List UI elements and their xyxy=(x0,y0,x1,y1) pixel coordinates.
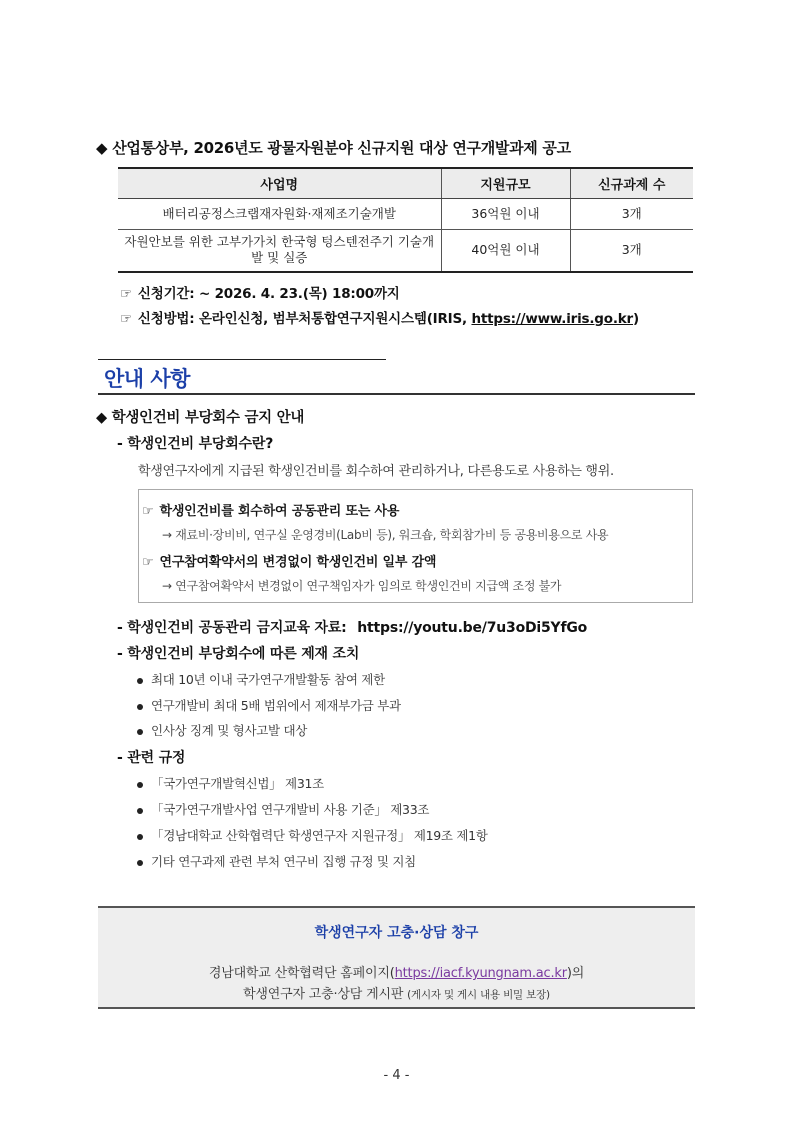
iris-link[interactable]: https://www.iris.go.kr xyxy=(471,311,634,327)
prohibited-act-title-text: 학생인건비를 회수하여 공동관리 또는 사용 xyxy=(159,504,400,519)
list-item: 기타 연구과제 관련 부처 연구비 집행 규정 및 지침 xyxy=(137,852,416,870)
contact-line-1-suffix: )의 xyxy=(566,966,585,981)
definition-heading: - 학생인건비 부당회수란? xyxy=(117,436,274,452)
education-label: - 학생인건비 공동관리 금지교육 자료: xyxy=(117,620,347,636)
contact-title: 학생연구자 고충·상담 창구 xyxy=(314,925,479,941)
table-cell-count: 3개 xyxy=(570,199,693,230)
table-header-row xyxy=(118,168,693,199)
section-underline xyxy=(98,393,695,395)
list-item: 최대 10년 이내 국가연구개발활동 참여 제한 xyxy=(137,670,385,688)
list-item: 「경남대학교 산학협력단 학생연구자 지원규정」 제19조 제1항 xyxy=(137,826,488,844)
guide-title: 안내 사항 xyxy=(104,367,190,391)
application-method-suffix: ) xyxy=(633,311,639,327)
pointing-hand-icon: ☞ xyxy=(120,286,132,302)
bullet-icon xyxy=(137,704,143,710)
notice-title xyxy=(96,137,571,158)
application-period xyxy=(120,282,400,302)
youtube-link[interactable]: https://youtu.be/7u3oDi5YfGo xyxy=(357,620,588,636)
table-cell-program: 자원안보를 위한 고부가가치 한국형 텅스텐전주기 기술개발 및 실증 xyxy=(118,230,441,272)
page-number: - 4 - xyxy=(383,1068,410,1083)
list-item: 인사상 징계 및 형사고발 대상 xyxy=(137,721,307,739)
bullet-icon xyxy=(137,834,143,840)
grant-table xyxy=(118,167,693,273)
definition-text: 학생연구자에게 지급된 학생인건비를 회수하여 관리하거나, 다른용도로 사용하는 행위. xyxy=(138,464,614,479)
contact-line-2 xyxy=(98,983,695,1002)
application-method-text: 신청방법: 온라인신청, 범부처통합연구지원시스템(IRIS, xyxy=(137,311,472,327)
column-header-budget: 지원규모 xyxy=(441,168,570,199)
rules-heading: - 관련 규정 xyxy=(117,750,186,766)
diamond-icon: ◆ xyxy=(96,139,108,157)
guide-section-title-text: 학생인건비 부당회수 금지 안내 xyxy=(111,410,305,426)
education-material xyxy=(117,617,587,637)
section-divider xyxy=(98,359,386,360)
contact-box xyxy=(98,906,695,1009)
prohibited-act-detail: → 재료비·장비비, 연구실 운영경비(Lab비 등), 워크숍, 학회참가비 등 공용비용으로 사용 xyxy=(162,528,609,542)
bullet-icon xyxy=(137,808,143,814)
column-header-count: 신규과제 수 xyxy=(570,168,693,199)
notice-title-text: 산업통상부, 2026년도 광물자원분야 신규지원 대상 연구개발과제 공고 xyxy=(112,139,571,157)
table-row xyxy=(118,199,693,230)
bullet-icon xyxy=(137,678,143,684)
bullet-icon xyxy=(137,860,143,866)
sanction-heading: - 학생인건비 부당회수에 따른 제재 조치 xyxy=(117,646,360,662)
contact-line-1-prefix: 경남대학교 산학협력단 홈페이지( xyxy=(208,966,395,981)
table-row xyxy=(118,230,693,272)
contact-line-1 xyxy=(98,962,695,981)
guide-section-title xyxy=(96,406,304,427)
bullet-icon xyxy=(137,782,143,788)
list-item: 「국가연구개발사업 연구개발비 사용 기준」 제33조 xyxy=(137,800,429,818)
prohibited-act-detail: → 연구참여확약서 변경없이 연구책임자가 임의로 학생인건비 지급액 조정 불가 xyxy=(162,579,562,593)
prohibited-act-title-text: 연구참여확약서의 변경없이 학생인건비 일부 감액 xyxy=(159,555,437,570)
list-item: 「국가연구개발혁신법」 제31조 xyxy=(137,774,324,792)
application-period-text: 신청기간: ~ 2026. 4. 23.(목) 18:00까지 xyxy=(137,286,400,302)
list-item: 연구개발비 최대 5배 범위에서 제재부가금 부과 xyxy=(137,696,401,714)
table-cell-budget: 40억원 이내 xyxy=(441,230,570,272)
pointing-hand-icon: ☞ xyxy=(120,311,132,327)
table-cell-program: 배터리공정스크랩재자원화·재제조기술개발 xyxy=(118,199,441,230)
table-cell-budget: 36억원 이내 xyxy=(441,199,570,230)
prohibited-act-title xyxy=(142,500,399,519)
pointing-hand-icon: ☞ xyxy=(142,555,154,570)
homepage-link[interactable]: https://iacf.kyungnam.ac.kr xyxy=(394,966,567,981)
column-header-program: 사업명 xyxy=(118,168,441,199)
contact-privacy-note: (게시자 및 게시 내용 비밀 보장) xyxy=(407,989,550,1001)
table-cell-count: 3개 xyxy=(570,230,693,272)
contact-board-name: 학생연구자 고충·상담 게시판 xyxy=(243,987,404,1002)
diamond-icon: ◆ xyxy=(96,410,107,426)
pointing-hand-icon: ☞ xyxy=(142,504,154,519)
bullet-icon xyxy=(137,729,143,735)
prohibited-act-title xyxy=(142,551,436,570)
application-method xyxy=(120,307,639,327)
